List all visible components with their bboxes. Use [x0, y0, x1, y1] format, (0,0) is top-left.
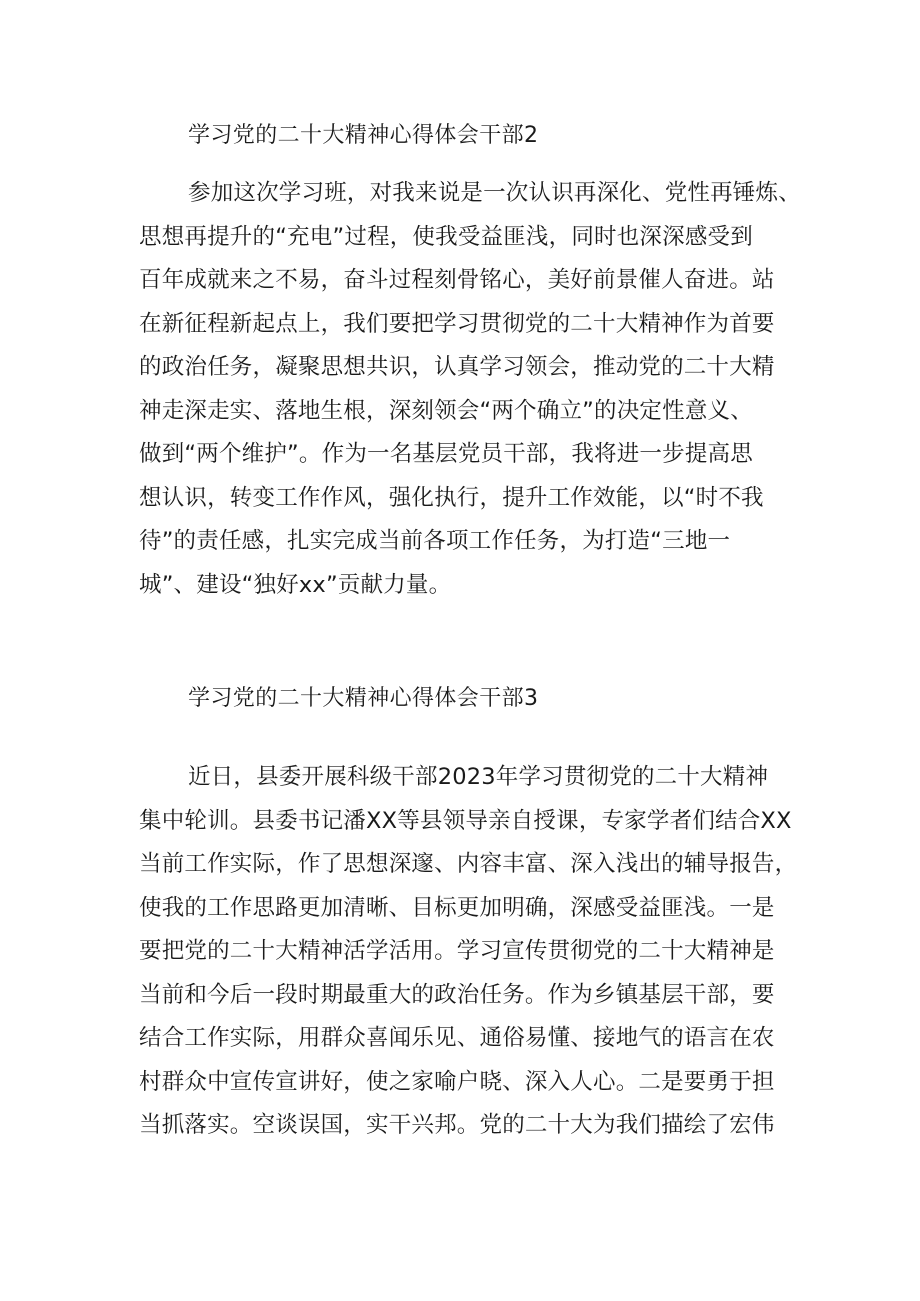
- paragraph-line: 要把党的二十大精神活学活用。学习宣传贯彻党的二十大精神是: [139, 938, 775, 964]
- paragraph-line: 想认识，转变工作作风，强化执行，提升工作效能，以“时不我: [139, 484, 764, 511]
- paragraph-line: 结合工作实际，用群众喜闻乐见、通俗易懂、接地气的语言在农: [139, 1025, 775, 1051]
- paragraph-line: 做到“两个维护”。作为一名基层党员干部，我将进一步提高思: [139, 441, 753, 467]
- section-2-heading: 学习党的二十大精神心得体会干部2: [188, 123, 539, 148]
- paragraph-line: 当抓落实。空谈误国，实干兴邦。党的二十大为我们描绘了宏伟: [139, 1112, 775, 1138]
- paragraph-line: 参加这次学习班，对我来说是一次认识再深化、党性再锤炼、: [188, 180, 801, 206]
- paragraph-line: 思想再提升的“充电”过程，使我受益匪浅，同时也深深感受到: [139, 223, 753, 250]
- paragraph-line: 当前和今后一段时期最重大的政治任务。作为乡镇基层干部，要: [139, 981, 775, 1008]
- paragraph-line: 百年成就来之不易，奋斗过程刻骨铭心，美好前景催人奋进。站: [139, 267, 775, 293]
- paragraph-line: 神走深走实、落地生根，深刻领会“两个确立”的决定性意义、: [139, 397, 753, 424]
- paragraph-line: 近日，县委开展科级干部2023年学习贯彻党的二十大精神: [188, 764, 769, 790]
- paragraph-line: 在新征程新起点上，我们要把学习贯彻党的二十大精神作为首要: [139, 310, 775, 337]
- paragraph-line: 使我的工作思路更加清晰、目标更加明确，深感受益匪浅。一是: [139, 894, 775, 921]
- paragraph-line: 村群众中宣传宣讲好，使之家喻户晓、深入人心。二是要勇于担: [139, 1068, 775, 1095]
- paragraph-line: 城”、建设“独好xx”贡献力量。: [139, 571, 452, 598]
- paragraph-line: 待”的责任感，扎实完成当前各项工作任务，为打造“三地一: [139, 528, 731, 554]
- paragraph-line: 当前工作实际，作了思想深邃、内容丰富、深入浅出的辅导报告，: [139, 851, 798, 877]
- section-2-paragraph: [139, 172, 799, 607]
- section-3-paragraph: [139, 756, 799, 1148]
- section-3-heading: 学习党的二十大精神心得体会干部3: [188, 686, 539, 711]
- paragraph-line: 的政治任务，凝聚思想共识，认真学习领会，推动党的二十大精: [139, 354, 775, 380]
- paragraph-line: 集中轮训。县委书记潘XX等县领导亲自授课，专家学者们结合XX: [139, 807, 792, 834]
